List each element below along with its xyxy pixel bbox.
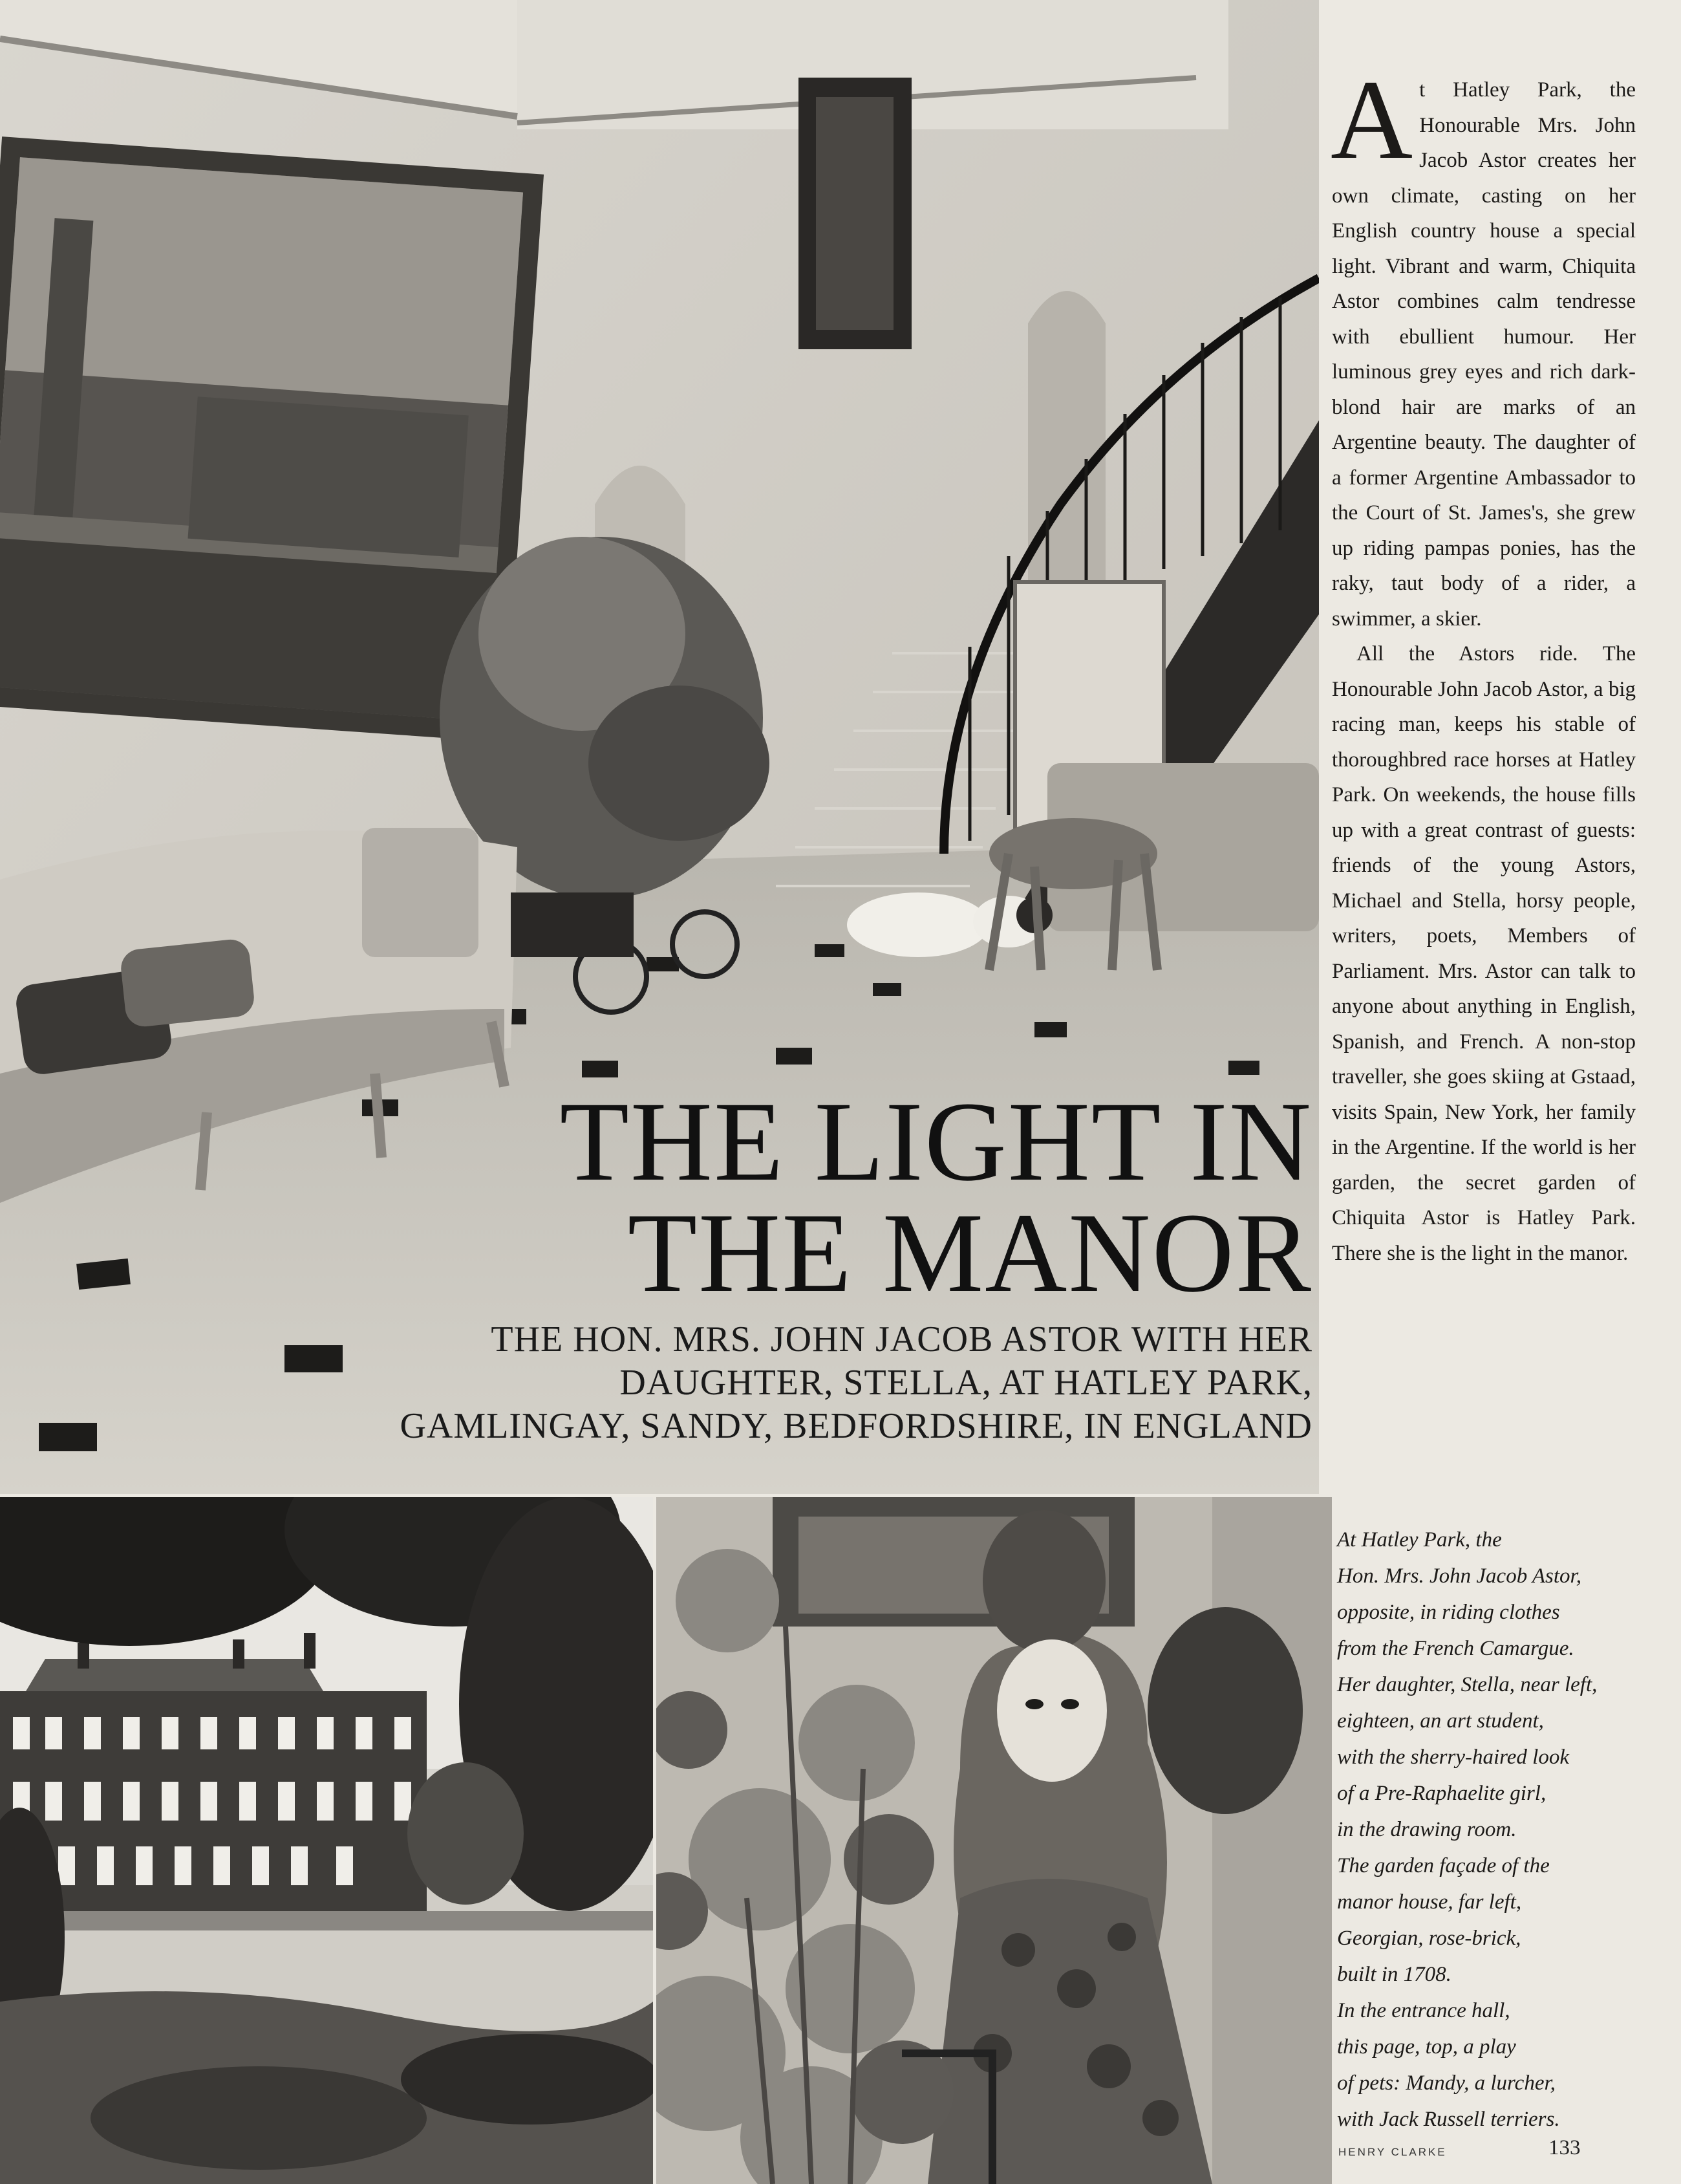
stella-portrait-photo xyxy=(656,1497,1332,2184)
caption-line: The garden façade of the xyxy=(1337,1854,1550,1877)
caption-line: Georgian, rose-brick, xyxy=(1337,1927,1521,1950)
caption-line: in the drawing room. xyxy=(1337,1818,1517,1841)
subhead-line-3: GAMLINGAY, SANDY, BEDFORDSHIRE, IN ENGLAND xyxy=(400,1406,1312,1446)
caption-line: with Jack Russell terriers. xyxy=(1337,2108,1560,2131)
manor-facade-photo xyxy=(0,1497,653,2184)
subhead-line-2: DAUGHTER, STELLA, AT HATLEY PARK, xyxy=(619,1363,1312,1403)
caption-line: this page, top, a play xyxy=(1337,2035,1516,2059)
caption-line: Hon. Mrs. John Jacob Astor, xyxy=(1337,1564,1581,1588)
caption-line: opposite, in riding clothes xyxy=(1337,1601,1560,1624)
page-number: 133 xyxy=(1548,2136,1581,2159)
caption-line: from the French Camargue. xyxy=(1337,1637,1574,1660)
caption-line: In the entrance hall, xyxy=(1337,1999,1510,2022)
caption-line: eighteen, an art student, xyxy=(1337,1709,1544,1733)
caption-line: manor house, far left, xyxy=(1337,1890,1522,1914)
caption-line: At Hatley Park, the xyxy=(1337,1528,1502,1552)
caption-line: of pets: Mandy, a lurcher, xyxy=(1337,2071,1556,2095)
headline-line-1: THE LIGHT IN xyxy=(559,1079,1312,1205)
headline-line-2: THE MANOR xyxy=(627,1190,1312,1316)
headline xyxy=(559,1079,1312,1316)
article-body xyxy=(1331,57,1636,1271)
caption-line: built in 1708. xyxy=(1337,1963,1451,1986)
caption-line: of a Pre-Raphaelite girl, xyxy=(1337,1782,1547,1805)
subhead-line-1: THE HON. MRS. JOHN JACOB ASTOR WITH HER xyxy=(491,1319,1312,1359)
caption-line: Her daughter, Stella, near left, xyxy=(1337,1673,1598,1696)
caption-line: with the sherry-haired look xyxy=(1337,1746,1569,1769)
article-paragraph-1-text: t Hatley Park, the Honourable Mrs. John Jacob Astor creates her own climate, casting on her English country house a special light. Vibrant and warm, Chiquita Astor combines calm tendresse with ebullient humour. Her luminous grey eyes and rich dark-blond hair are marks of an Argentine beauty. The daughter of a former Argentine Ambassador to the Court of St. James's, she grew up riding pampas ponies, has the raky, taut body of a rider, a swimmer, a skier. xyxy=(1332,78,1636,631)
drop-cap: A xyxy=(1331,57,1413,183)
article-paragraph-2: All the Astors ride. The Honourable John Jacob Astor, a big racing man, keeps his stable of thoroughbred race horses at Hatley Park. On weekends, the house fills up with a great contrast of guests: friends of the young Astors, Michael and Stella, horsy people, writers, poets, Members of Parliament. Mrs. Astor can talk to anyone about anything in English, Spanish, and French. A non-stop traveller, she goes skiing at Gstaad, visits Spain, New York, her family in the Argentine. If the world is her garden, the secret garden of Chiquita Astor is Hatley Park. There she is the light in the manor. xyxy=(1332,642,1636,1265)
photo-caption xyxy=(1337,1522,1647,2137)
article-paragraph-1 xyxy=(1331,57,1636,636)
photo-credit: HENRY CLARKE xyxy=(1338,2146,1447,2158)
subhead xyxy=(278,1318,1312,1448)
